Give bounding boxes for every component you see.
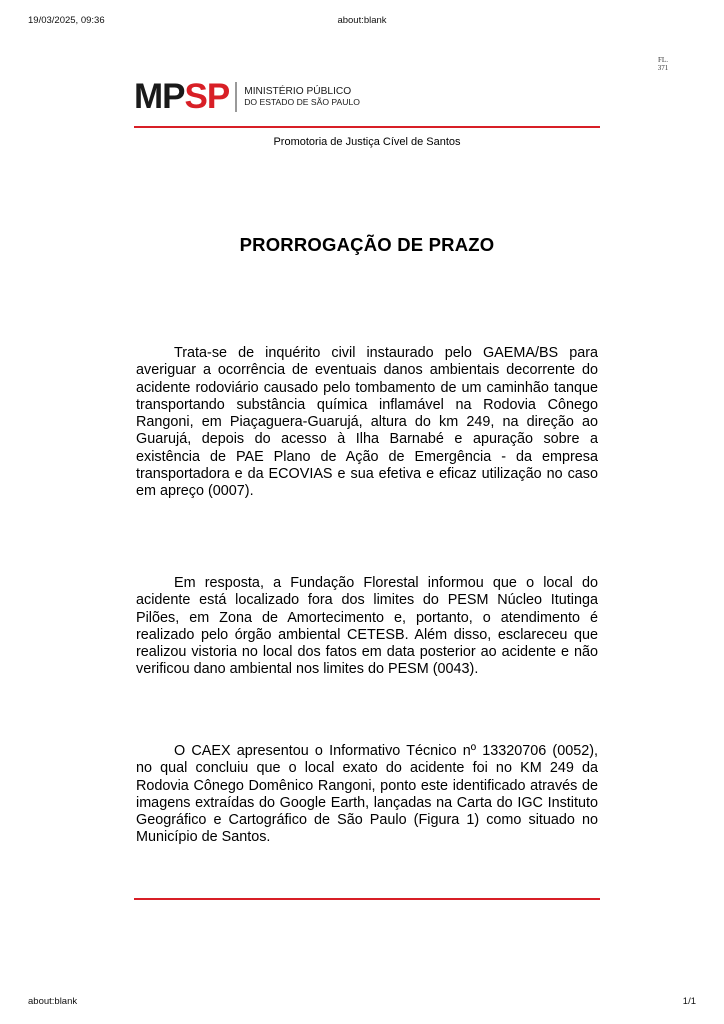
folio-label: FL. bbox=[658, 56, 668, 64]
print-page-number: 1/1 bbox=[682, 996, 696, 1007]
mpsp-logo bbox=[134, 77, 360, 116]
footer-rule bbox=[134, 898, 600, 900]
print-footer-url: about:blank bbox=[28, 996, 78, 1007]
folio-stamp bbox=[652, 56, 674, 72]
paragraph-3: O CAEX apresentou o Informativo Técnico nº 13320706 (0052), no qual concluiu que o local exato do acidente foi no KM 249 da Rodovia Cônego Domênico Rangoni, ponto este identificado através de imagens extraídas do Google Earth, lançadas na Carta do IGC Instituto Geográfico e Cartográfico de São Paulo (Figura 1) como situado no Município de Santos. bbox=[136, 743, 598, 846]
logo-separator bbox=[235, 82, 237, 112]
logo-text bbox=[244, 86, 360, 109]
document-title: PRORROGAÇÃO DE PRAZO bbox=[239, 234, 495, 255]
logo-line-2: DO ESTADO DE SÃO PAULO bbox=[244, 97, 360, 107]
paragraph-2: Em resposta, a Fundação Florestal informou que o local do acidente está localizado fora dos limites do PESM Núcleo Itutinga Pilões, em Zona de Amortecimento e, portanto, o atendimento é realizado pelo órgão ambiental CETESB. Além disso, esclareceu que realizou vistoria no local dos fatos em data posterior ao acidente e não verificou dano ambiental nos limites do PESM (0043). bbox=[136, 575, 598, 678]
folio-number: 371 bbox=[657, 64, 669, 72]
logo-mp: MP bbox=[134, 77, 185, 116]
logo-line-1: MINISTÉRIO PÚBLICO bbox=[244, 85, 352, 97]
office-name: Promotoria de Justiça Cível de Santos bbox=[273, 136, 461, 148]
paragraph-1: Trata-se de inquérito civil instaurado pelo GAEMA/BS para averiguar a ocorrência de eventuais danos ambientais decorrente do acidente rodoviário causado pelo tombamento de um caminhão tanque transportando substância química inflamável na Rodovia Cônego Rangoni, em Piaçaguera-Guarujá, altura do km 249, na direção ao Guarujá, depois do acesso à Ilha Barnabé e apuração sobre a existência de PAE Plano de Ação de Emergência - da empresa transportadora e da ECOVIAS e sua efetiva e eficaz utilização no caso em apreço (0007). bbox=[136, 345, 598, 500]
print-datetime: 19/03/2025, 09:36 bbox=[28, 15, 105, 26]
header-rule bbox=[134, 126, 600, 128]
print-title: about:blank bbox=[337, 15, 387, 26]
logo-sp: SP bbox=[184, 77, 230, 116]
